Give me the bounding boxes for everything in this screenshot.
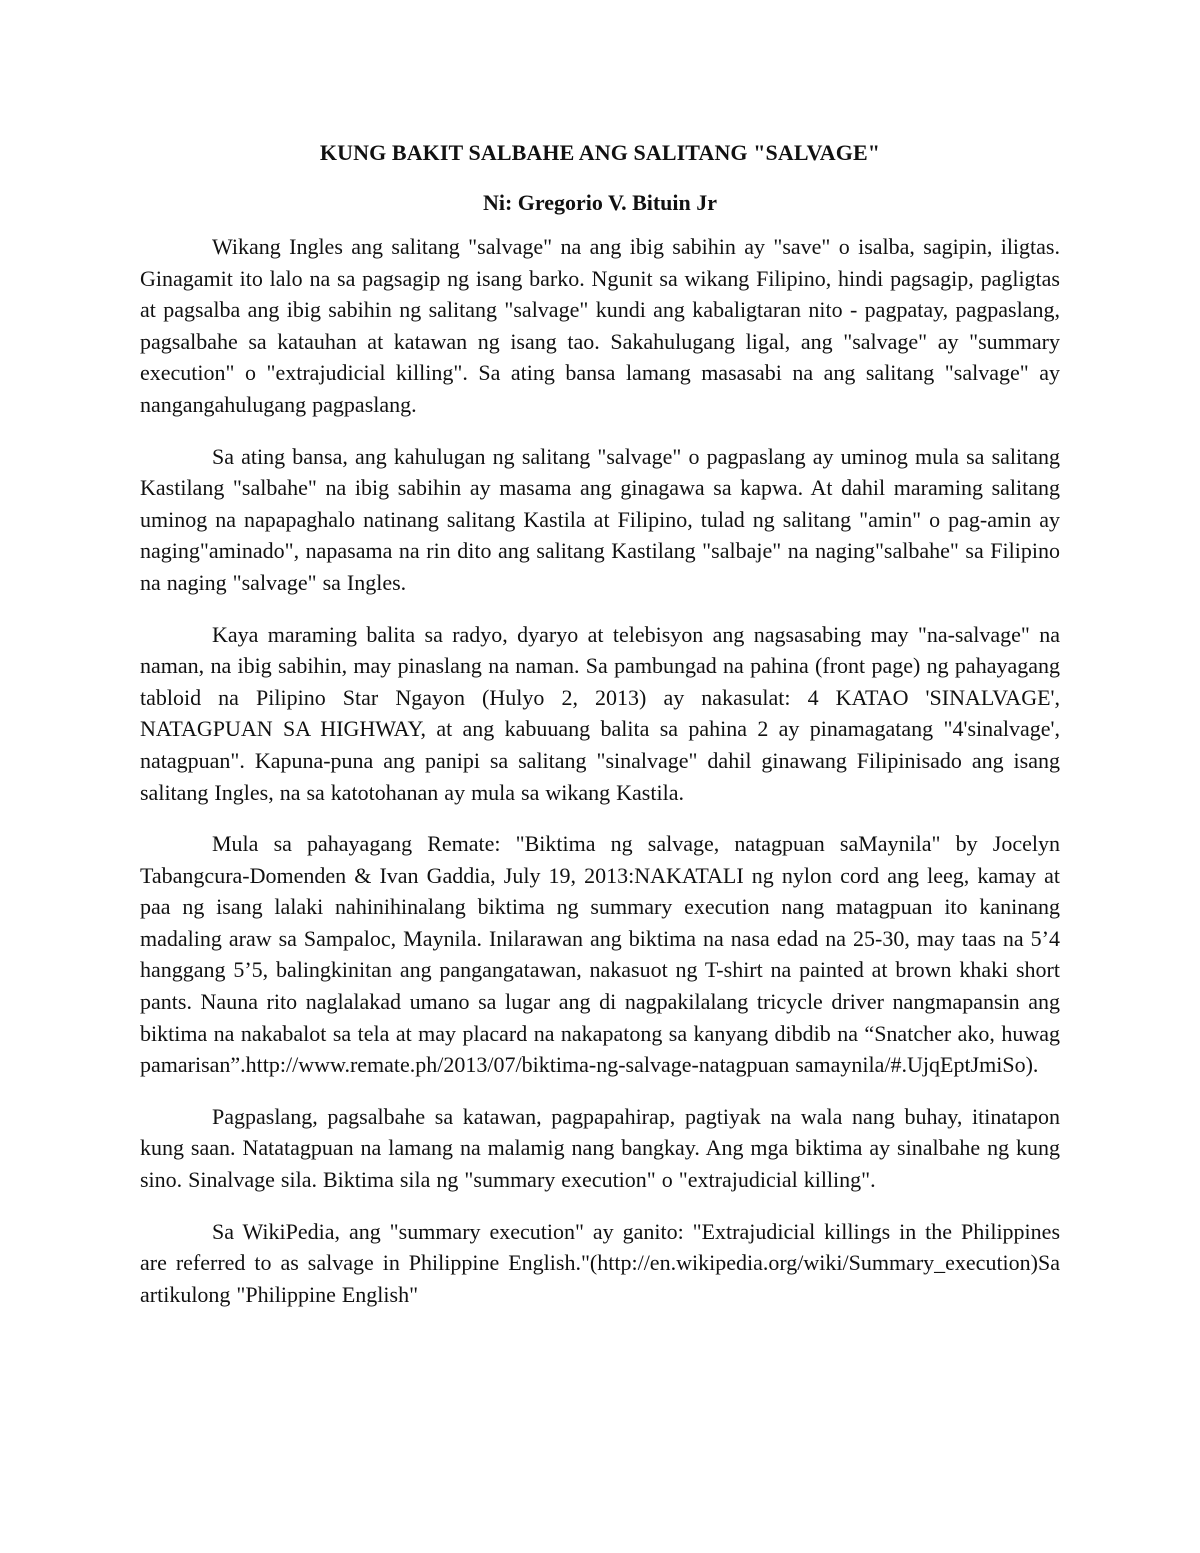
paragraph-6: Sa WikiPedia, ang "summary execution" ay ganito: "Extrajudicial killings in the Philippines are referred to as salvage in Philippine English."(http://en.wikipedia.org/wiki/Summary_execution)Sa artikulong "Philippine English" — [140, 1218, 1060, 1307]
document-page — [140, 138, 1060, 1310]
document-author: Ni: Gregorio V. Bituin Jr — [482, 190, 718, 215]
paragraph-2: Sa ating bansa, ang kahulugan ng salitang "salvage" o pagpaslang ay uminog mula sa salitang Kastilang "salbahe" na ibig sabihin ay masama ang ginagawa sa kapwa. At dahil maraming salitang uminog na napapaghalo natinang salitang Kastila at Filipino, tulad ng salitang "amin" o pag-amin ay naging"aminado", napasama na rin dito ang salitang Kastilang "salbaje" na naging"salbahe" sa Filipino na naging "salvage" sa Ingles. — [140, 443, 1060, 595]
paragraph-1: Wikang Ingles ang salitang "salvage" na ang ibig sabihin ay "save" o isalba, sagipin, iligtas. Ginagamit ito lalo na sa pagsagip ng isang barko. Ngunit sa wikang Filipino, hindi pagsagip, pagligtas at pagsalba ang ibig sabihin ng salitang "salvage" kundi ang kabaligtaran nito - pagpatay, pagpaslang, pagsalbahe sa katauhan at katawan ng isang tao. Sakahulugang ligal, ang "salvage" ay "summary execution" o "extrajudicial killing". Sa ating bansa lamang masasabi na ang salitang "salvage" ay nangangahulugang pagpaslang. — [140, 234, 1060, 417]
document-title: KUNG BAKIT SALBAHE ANG SALITANG "SALVAGE" — [319, 140, 881, 165]
paragraph-5: Pagpaslang, pagsalbahe sa katawan, pagpapahirap, pagtiyak na wala nang buhay, itinatapon kung saan. Natatagpuan na lamang na malamig nang bangkay. Ang mga biktima ay sinalbahe ng kung sino. Sinalvage sila. Biktima sila ng "summary execution" o "extrajudicial killing". — [140, 1103, 1060, 1193]
paragraph-4: Mula sa pahayagang Remate: "Biktima ng salvage, natagpuan saMaynila" by Jocelyn Tabangcura-Domenden & Ivan Gaddia, July 19, 2013:NAKATALI ng nylon cord ang leeg, kamay at paa ng isang lalaki nahinihinalang biktima ng summary execution nang matagpuan ito kaninang madaling araw sa Sampaloc, Maynila. Inilarawan ang biktima na nasa edad na 25-30, may taas na 5’4 hanggang 5’5, balingkinitan ang pangangatawan, nakasuot ng T-shirt na painted at brown khaki short pants. Nauna rito naglalakad umano sa lugar ang di nagpakilalang tricycle driver nangmapansin ang biktima na nakabalot sa tela at may placard na nakapatong sa kanyang dibdib na “Snatcher ako, huwag pamarisan”.http://www.remate.ph/2013/07/biktima-ng-salvage-natagpuan samaynila/#.UjqEptJmiSo). — [140, 831, 1060, 1078]
paragraph-3: Kaya maraming balita sa radyo, dyaryo at telebisyon ang nagsasabing may "na-salvage" na naman, na ibig sabihin, may pinaslang na naman. Sa pambungad na pahina (front page) ng pahayagang tabloid na Pilipino Star Ngayon (Hulyo 2, 2013) ay nakasulat: 4 KATAO 'SINALVAGE', NATAGPUAN SA HIGHWAY, at ang kabuuang balita sa pahina 2 ay pinamagatang "4'sinalvage', natagpuan". Kapuna-puna ang panipi sa salitang "sinalvage" dahil ginawang Filipinisado ang isang salitang Ingles, na sa katotohanan ay mula sa wikang Kastila. — [140, 621, 1060, 805]
